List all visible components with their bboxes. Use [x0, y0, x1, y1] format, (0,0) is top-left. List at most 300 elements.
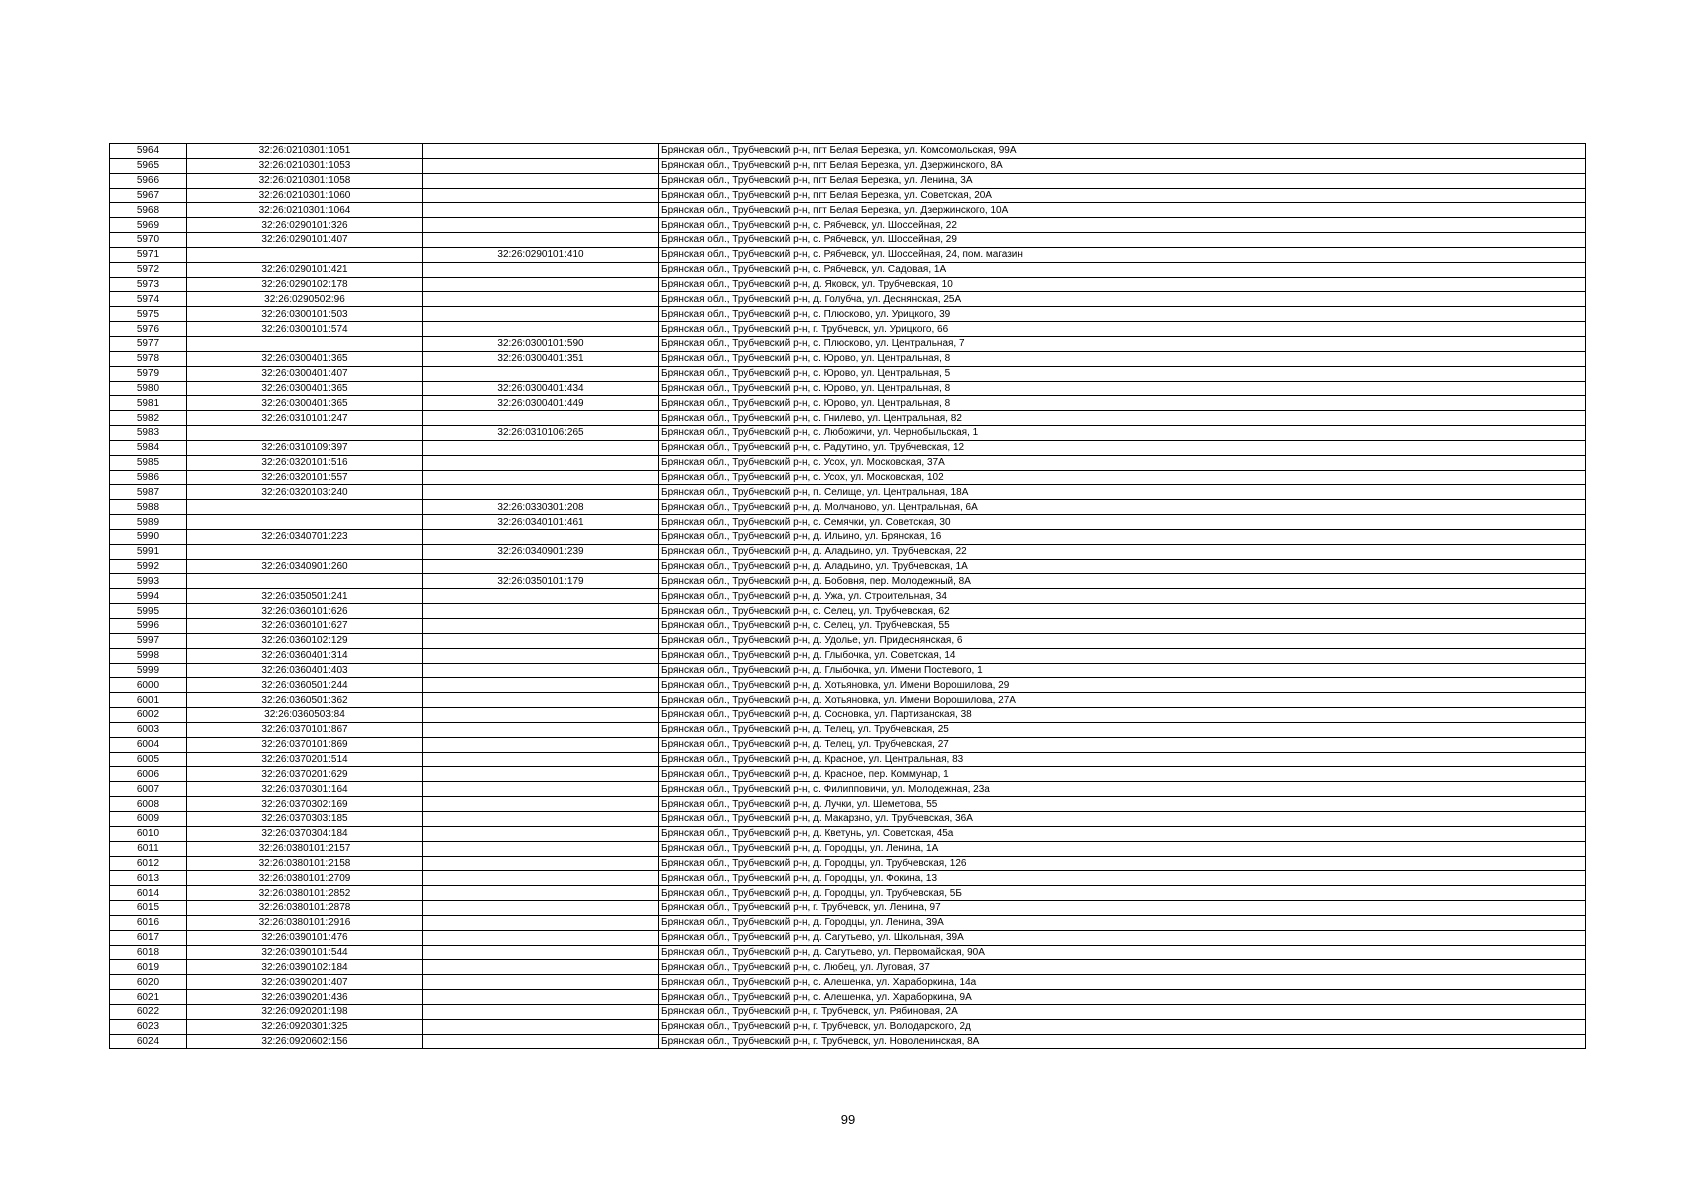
row-number-cell: 6024: [110, 1034, 187, 1049]
cadastral-number-cell: [187, 500, 423, 515]
row-number-cell: 6002: [110, 708, 187, 723]
address-cell: Брянская обл., Трубчевский р-н, д. Аладьино, ул. Трубчевская, 1А: [659, 559, 1586, 574]
related-cadastral-number-cell: [423, 292, 659, 307]
table-row: [110, 322, 1586, 337]
table-row: [110, 915, 1586, 930]
row-number-cell: 5986: [110, 470, 187, 485]
table-row: [110, 871, 1586, 886]
cadastral-number-cell: 32:26:0370101:869: [187, 737, 423, 752]
address-cell: Брянская обл., Трубчевский р-н, г. Трубчевск, ул. Володарского, 2д: [659, 1019, 1586, 1034]
related-cadastral-number-cell: [423, 722, 659, 737]
cadastral-number-cell: 32:26:0210301:1060: [187, 188, 423, 203]
row-number-cell: 5984: [110, 440, 187, 455]
row-number-cell: 5978: [110, 351, 187, 366]
row-number-cell: 5969: [110, 218, 187, 233]
table-row: [110, 678, 1586, 693]
address-cell: Брянская обл., Трубчевский р-н, д. Городцы, ул. Трубчевская, 126: [659, 856, 1586, 871]
table-row: [110, 470, 1586, 485]
cadastral-number-cell: 32:26:0360101:626: [187, 604, 423, 619]
cadastral-number-cell: 32:26:0290102:178: [187, 277, 423, 292]
table-row: [110, 841, 1586, 856]
row-number-cell: 5971: [110, 247, 187, 262]
row-number-cell: 5980: [110, 381, 187, 396]
related-cadastral-number-cell: [423, 485, 659, 500]
cadastral-number-cell: 32:26:0380101:2158: [187, 856, 423, 871]
address-cell: Брянская обл., Трубчевский р-н, д. Красное, ул. Центральная, 83: [659, 752, 1586, 767]
related-cadastral-number-cell: [423, 366, 659, 381]
row-number-cell: 5968: [110, 203, 187, 218]
related-cadastral-number-cell: [423, 960, 659, 975]
row-number-cell: 6023: [110, 1019, 187, 1034]
table-row: [110, 233, 1586, 248]
table-row: [110, 307, 1586, 322]
cadastral-number-cell: [187, 544, 423, 559]
cadastral-number-cell: 32:26:0920201:198: [187, 1004, 423, 1019]
registry-table-body: [110, 144, 1586, 1049]
table-row: [110, 797, 1586, 812]
row-number-cell: 5997: [110, 633, 187, 648]
address-cell: Брянская обл., Трубчевский р-н, д. Городцы, ул. Ленина, 1А: [659, 841, 1586, 856]
table-row: [110, 203, 1586, 218]
related-cadastral-number-cell: [423, 871, 659, 886]
row-number-cell: 5989: [110, 515, 187, 530]
table-row: [110, 426, 1586, 441]
row-number-cell: 6014: [110, 886, 187, 901]
table-row: [110, 515, 1586, 530]
related-cadastral-number-cell: [423, 411, 659, 426]
address-cell: Брянская обл., Трубчевский р-н, пгт Белая Березка, ул. Ленина, 3А: [659, 173, 1586, 188]
cadastral-number-cell: 32:26:0370301:164: [187, 782, 423, 797]
row-number-cell: 6012: [110, 856, 187, 871]
table-row: [110, 351, 1586, 366]
cadastral-number-cell: 32:26:0370304:184: [187, 826, 423, 841]
related-cadastral-number-cell: 32:26:0340901:239: [423, 544, 659, 559]
related-cadastral-number-cell: [423, 663, 659, 678]
table-row: [110, 366, 1586, 381]
row-number-cell: 6011: [110, 841, 187, 856]
related-cadastral-number-cell: [423, 604, 659, 619]
address-cell: Брянская обл., Трубчевский р-н, д. Глыбочка, ул. Имени Постевого, 1: [659, 663, 1586, 678]
row-number-cell: 5973: [110, 277, 187, 292]
address-cell: Брянская обл., Трубчевский р-н, с. Селец, ул. Трубчевская, 62: [659, 604, 1586, 619]
cadastral-number-cell: 32:26:0340901:260: [187, 559, 423, 574]
row-number-cell: 5995: [110, 604, 187, 619]
related-cadastral-number-cell: 32:26:0300401:351: [423, 351, 659, 366]
related-cadastral-number-cell: [423, 277, 659, 292]
cadastral-number-cell: 32:26:0370302:169: [187, 797, 423, 812]
cadastral-number-cell: 32:26:0300401:407: [187, 366, 423, 381]
row-number-cell: 6018: [110, 945, 187, 960]
cadastral-number-cell: 32:26:0380101:2852: [187, 886, 423, 901]
table-row: [110, 544, 1586, 559]
cadastral-number-cell: [187, 574, 423, 589]
cadastral-number-cell: 32:26:0300101:503: [187, 307, 423, 322]
table-row: [110, 722, 1586, 737]
row-number-cell: 5991: [110, 544, 187, 559]
cadastral-number-cell: 32:26:0300401:365: [187, 396, 423, 411]
cadastral-number-cell: 32:26:0360501:362: [187, 693, 423, 708]
row-number-cell: 6013: [110, 871, 187, 886]
cadastral-number-cell: 32:26:0320101:557: [187, 470, 423, 485]
address-cell: Брянская обл., Трубчевский р-н, с. Юрово, ул. Центральная, 5: [659, 366, 1586, 381]
table-row: [110, 529, 1586, 544]
cadastral-number-cell: 32:26:0290101:326: [187, 218, 423, 233]
row-number-cell: 6010: [110, 826, 187, 841]
row-number-cell: 6016: [110, 915, 187, 930]
row-number-cell: 5974: [110, 292, 187, 307]
address-cell: Брянская обл., Трубчевский р-н, д. Макарзно, ул. Трубчевская, 36А: [659, 811, 1586, 826]
address-cell: Брянская обл., Трубчевский р-н, д. Сосновка, ул. Партизанская, 38: [659, 708, 1586, 723]
address-cell: Брянская обл., Трубчевский р-н, д. Молчаново, ул. Центральная, 6А: [659, 500, 1586, 515]
row-number-cell: 5993: [110, 574, 187, 589]
related-cadastral-number-cell: 32:26:0300101:590: [423, 336, 659, 351]
related-cadastral-number-cell: 32:26:0300401:449: [423, 396, 659, 411]
cadastral-number-cell: 32:26:0380101:2157: [187, 841, 423, 856]
table-row: [110, 292, 1586, 307]
cadastral-number-cell: 32:26:0310101:247: [187, 411, 423, 426]
table-row: [110, 559, 1586, 574]
row-number-cell: 5964: [110, 144, 187, 159]
row-number-cell: 6003: [110, 722, 187, 737]
address-cell: Брянская обл., Трубчевский р-н, г. Трубчевск, ул. Рябиновая, 2А: [659, 1004, 1586, 1019]
related-cadastral-number-cell: 32:26:0340101:461: [423, 515, 659, 530]
related-cadastral-number-cell: [423, 144, 659, 159]
address-cell: Брянская обл., Трубчевский р-н, с. Усох, ул. Московская, 37А: [659, 455, 1586, 470]
related-cadastral-number-cell: 32:26:0300401:434: [423, 381, 659, 396]
row-number-cell: 5994: [110, 589, 187, 604]
row-number-cell: 5970: [110, 233, 187, 248]
related-cadastral-number-cell: [423, 455, 659, 470]
registry-table: [109, 143, 1586, 1049]
address-cell: Брянская обл., Трубчевский р-н, с. Юрово, ул. Центральная, 8: [659, 396, 1586, 411]
cadastral-number-cell: 32:26:0320101:516: [187, 455, 423, 470]
row-number-cell: 5967: [110, 188, 187, 203]
row-number-cell: 5992: [110, 559, 187, 574]
address-cell: Брянская обл., Трубчевский р-н, д. Голубча, ул. Деснянская, 25А: [659, 292, 1586, 307]
cadastral-number-cell: [187, 336, 423, 351]
address-cell: Брянская обл., Трубчевский р-н, д. Ужа, ул. Строительная, 34: [659, 589, 1586, 604]
related-cadastral-number-cell: 32:26:0330301:208: [423, 500, 659, 515]
table-row: [110, 648, 1586, 663]
row-number-cell: 5982: [110, 411, 187, 426]
cadastral-number-cell: 32:26:0360401:314: [187, 648, 423, 663]
cadastral-number-cell: 32:26:0920602:156: [187, 1034, 423, 1049]
cadastral-number-cell: 32:26:0210301:1053: [187, 158, 423, 173]
related-cadastral-number-cell: [423, 826, 659, 841]
address-cell: Брянская обл., Трубчевский р-н, пгт Белая Березка, ул. Дзержинского, 8А: [659, 158, 1586, 173]
related-cadastral-number-cell: [423, 767, 659, 782]
table-row: [110, 633, 1586, 648]
table-row: [110, 604, 1586, 619]
address-cell: Брянская обл., Трубчевский р-н, с. Радутино, ул. Трубчевская, 12: [659, 440, 1586, 455]
table-row: [110, 767, 1586, 782]
cadastral-number-cell: [187, 515, 423, 530]
cadastral-number-cell: 32:26:0290101:407: [187, 233, 423, 248]
related-cadastral-number-cell: 32:26:0310106:265: [423, 426, 659, 441]
related-cadastral-number-cell: [423, 262, 659, 277]
related-cadastral-number-cell: [423, 930, 659, 945]
table-row: [110, 960, 1586, 975]
row-number-cell: 6005: [110, 752, 187, 767]
row-number-cell: 6001: [110, 693, 187, 708]
cadastral-number-cell: 32:26:0300101:574: [187, 322, 423, 337]
address-cell: Брянская обл., Трубчевский р-н, г. Трубчевск, ул. Ленина, 97: [659, 901, 1586, 916]
address-cell: Брянская обл., Трубчевский р-н, д. Сагутьево, ул. Школьная, 39А: [659, 930, 1586, 945]
related-cadastral-number-cell: [423, 990, 659, 1005]
table-row: [110, 173, 1586, 188]
address-cell: Брянская обл., Трубчевский р-н, д. Ильино, ул. Брянская, 16: [659, 529, 1586, 544]
address-cell: Брянская обл., Трубчевский р-н, с. Рябчевск, ул. Шоссейная, 22: [659, 218, 1586, 233]
address-cell: Брянская обл., Трубчевский р-н, с. Рябчевск, ул. Шоссейная, 29: [659, 233, 1586, 248]
related-cadastral-number-cell: 32:26:0290101:410: [423, 247, 659, 262]
related-cadastral-number-cell: [423, 529, 659, 544]
cadastral-number-cell: 32:26:0360503:84: [187, 708, 423, 723]
table-row: [110, 381, 1586, 396]
related-cadastral-number-cell: [423, 322, 659, 337]
table-row: [110, 990, 1586, 1005]
row-number-cell: 5987: [110, 485, 187, 500]
cadastral-number-cell: 32:26:0290502:96: [187, 292, 423, 307]
address-cell: Брянская обл., Трубчевский р-н, пгт Белая Березка, ул. Комсомольская, 99А: [659, 144, 1586, 159]
cadastral-number-cell: 32:26:0360401:403: [187, 663, 423, 678]
address-cell: Брянская обл., Трубчевский р-н, пгт Белая Березка, ул. Дзержинского, 10А: [659, 203, 1586, 218]
related-cadastral-number-cell: 32:26:0350101:179: [423, 574, 659, 589]
related-cadastral-number-cell: [423, 188, 659, 203]
related-cadastral-number-cell: [423, 1004, 659, 1019]
cadastral-number-cell: 32:26:0290101:421: [187, 262, 423, 277]
related-cadastral-number-cell: [423, 470, 659, 485]
related-cadastral-number-cell: [423, 901, 659, 916]
table-row: [110, 500, 1586, 515]
related-cadastral-number-cell: [423, 811, 659, 826]
address-cell: Брянская обл., Трубчевский р-н, д. Городцы, ул. Трубчевская, 5Б: [659, 886, 1586, 901]
table-row: [110, 455, 1586, 470]
row-number-cell: 5985: [110, 455, 187, 470]
table-row: [110, 396, 1586, 411]
row-number-cell: 5966: [110, 173, 187, 188]
cadastral-number-cell: 32:26:0380101:2709: [187, 871, 423, 886]
address-cell: Брянская обл., Трубчевский р-н, д. Городцы, ул. Фокина, 13: [659, 871, 1586, 886]
row-number-cell: 6004: [110, 737, 187, 752]
cadastral-number-cell: 32:26:0350501:241: [187, 589, 423, 604]
related-cadastral-number-cell: [423, 975, 659, 990]
table-row: [110, 158, 1586, 173]
address-cell: Брянская обл., Трубчевский р-н, с. Рябчевск, ул. Шоссейная, 24, пом. магазин: [659, 247, 1586, 262]
table-row: [110, 485, 1586, 500]
cadastral-number-cell: 32:26:0920301:325: [187, 1019, 423, 1034]
address-cell: Брянская обл., Трубчевский р-н, д. Сагутьево, ул. Первомайская, 90А: [659, 945, 1586, 960]
table-row: [110, 218, 1586, 233]
cadastral-number-cell: 32:26:0310109:397: [187, 440, 423, 455]
table-row: [110, 856, 1586, 871]
address-cell: Брянская обл., Трубчевский р-н, с. Алешенка, ул. Хараборкина, 9А: [659, 990, 1586, 1005]
row-number-cell: 5972: [110, 262, 187, 277]
cadastral-number-cell: 32:26:0390201:436: [187, 990, 423, 1005]
row-number-cell: 6009: [110, 811, 187, 826]
address-cell: Брянская обл., Трубчевский р-н, д. Бобовня, пер. Молодежный, 8А: [659, 574, 1586, 589]
address-cell: Брянская обл., Трубчевский р-н, г. Трубчевск, ул. Урицкого, 66: [659, 322, 1586, 337]
address-cell: Брянская обл., Трубчевский р-н, д. Кветунь, ул. Советская, 45а: [659, 826, 1586, 841]
cadastral-number-cell: 32:26:0370201:629: [187, 767, 423, 782]
related-cadastral-number-cell: [423, 307, 659, 322]
cadastral-number-cell: 32:26:0370201:514: [187, 752, 423, 767]
address-cell: Брянская обл., Трубчевский р-н, с. Семячки, ул. Советская, 30: [659, 515, 1586, 530]
table-row: [110, 589, 1586, 604]
address-cell: Брянская обл., Трубчевский р-н, д. Аладьино, ул. Трубчевская, 22: [659, 544, 1586, 559]
row-number-cell: 5983: [110, 426, 187, 441]
related-cadastral-number-cell: [423, 886, 659, 901]
row-number-cell: 5979: [110, 366, 187, 381]
table-row: [110, 336, 1586, 351]
table-row: [110, 440, 1586, 455]
cadastral-number-cell: 32:26:0210301:1051: [187, 144, 423, 159]
cadastral-number-cell: 32:26:0390101:476: [187, 930, 423, 945]
related-cadastral-number-cell: [423, 782, 659, 797]
related-cadastral-number-cell: [423, 619, 659, 634]
cadastral-number-cell: 32:26:0210301:1058: [187, 173, 423, 188]
address-cell: Брянская обл., Трубчевский р-н, п. Селище, ул. Центральная, 18А: [659, 485, 1586, 500]
row-number-cell: 5996: [110, 619, 187, 634]
address-cell: Брянская обл., Трубчевский р-н, д. Телец, ул. Трубчевская, 27: [659, 737, 1586, 752]
address-cell: Брянская обл., Трубчевский р-н, с. Филипповичи, ул. Молодежная, 23а: [659, 782, 1586, 797]
address-cell: Брянская обл., Трубчевский р-н, с. Любец, ул. Луговая, 37: [659, 960, 1586, 975]
related-cadastral-number-cell: [423, 559, 659, 574]
related-cadastral-number-cell: [423, 945, 659, 960]
address-cell: Брянская обл., Трубчевский р-н, д. Городцы, ул. Ленина, 39А: [659, 915, 1586, 930]
address-cell: Брянская обл., Трубчевский р-н, д. Яковск, ул. Трубчевская, 10: [659, 277, 1586, 292]
row-number-cell: 6021: [110, 990, 187, 1005]
address-cell: Брянская обл., Трубчевский р-н, д. Хотьяновка, ул. Имени Ворошилова, 27А: [659, 693, 1586, 708]
table-row: [110, 708, 1586, 723]
table-row: [110, 930, 1586, 945]
address-cell: Брянская обл., Трубчевский р-н, д. Хотьяновка, ул. Имени Ворошилова, 29: [659, 678, 1586, 693]
related-cadastral-number-cell: [423, 693, 659, 708]
related-cadastral-number-cell: [423, 218, 659, 233]
table-row: [110, 411, 1586, 426]
cadastral-number-cell: 32:26:0300401:365: [187, 381, 423, 396]
address-cell: Брянская обл., Трубчевский р-н, д. Телец, ул. Трубчевская, 25: [659, 722, 1586, 737]
related-cadastral-number-cell: [423, 797, 659, 812]
row-number-cell: 5977: [110, 336, 187, 351]
row-number-cell: 6000: [110, 678, 187, 693]
address-cell: Брянская обл., Трубчевский р-н, с. Алешенка, ул. Хараборкина, 14а: [659, 975, 1586, 990]
related-cadastral-number-cell: [423, 173, 659, 188]
table-row: [110, 247, 1586, 262]
row-number-cell: 5976: [110, 322, 187, 337]
row-number-cell: 6019: [110, 960, 187, 975]
cadastral-number-cell: 32:26:0370303:185: [187, 811, 423, 826]
table-row: [110, 619, 1586, 634]
table-row: [110, 262, 1586, 277]
address-cell: Брянская обл., Трубчевский р-н, д. Удолье, ул. Придеснянская, 6: [659, 633, 1586, 648]
table-row: [110, 1034, 1586, 1049]
related-cadastral-number-cell: [423, 737, 659, 752]
related-cadastral-number-cell: [423, 1034, 659, 1049]
row-number-cell: 6006: [110, 767, 187, 782]
table-row: [110, 975, 1586, 990]
cadastral-number-cell: 32:26:0320103:240: [187, 485, 423, 500]
related-cadastral-number-cell: [423, 440, 659, 455]
cadastral-number-cell: 32:26:0390201:407: [187, 975, 423, 990]
cadastral-number-cell: 32:26:0370101:867: [187, 722, 423, 737]
cadastral-number-cell: 32:26:0300401:365: [187, 351, 423, 366]
row-number-cell: 6008: [110, 797, 187, 812]
page-number: 99: [840, 1112, 856, 1127]
row-number-cell: 6022: [110, 1004, 187, 1019]
address-cell: Брянская обл., Трубчевский р-н, д. Красное, пер. Коммунар, 1: [659, 767, 1586, 782]
table-row: [110, 752, 1586, 767]
row-number-cell: 5965: [110, 158, 187, 173]
cadastral-number-cell: 32:26:0360102:129: [187, 633, 423, 648]
table-row: [110, 1019, 1586, 1034]
table-row: [110, 901, 1586, 916]
related-cadastral-number-cell: [423, 1019, 659, 1034]
table-row: [110, 188, 1586, 203]
row-number-cell: 5975: [110, 307, 187, 322]
address-cell: Брянская обл., Трубчевский р-н, г. Трубчевск, ул. Новоленинская, 8А: [659, 1034, 1586, 1049]
related-cadastral-number-cell: [423, 856, 659, 871]
table-row: [110, 663, 1586, 678]
table-row: [110, 277, 1586, 292]
address-cell: Брянская обл., Трубчевский р-н, с. Рябчевск, ул. Садовая, 1А: [659, 262, 1586, 277]
related-cadastral-number-cell: [423, 233, 659, 248]
table-row: [110, 574, 1586, 589]
address-cell: Брянская обл., Трубчевский р-н, д. Глыбочка, ул. Советская, 14: [659, 648, 1586, 663]
cadastral-number-cell: 32:26:0210301:1064: [187, 203, 423, 218]
row-number-cell: 6020: [110, 975, 187, 990]
row-number-cell: 5999: [110, 663, 187, 678]
address-cell: Брянская обл., Трубчевский р-н, с. Плюсково, ул. Центральная, 7: [659, 336, 1586, 351]
row-number-cell: 5990: [110, 529, 187, 544]
cadastral-number-cell: 32:26:0360501:244: [187, 678, 423, 693]
address-cell: Брянская обл., Трубчевский р-н, с. Юрово, ул. Центральная, 8: [659, 351, 1586, 366]
related-cadastral-number-cell: [423, 752, 659, 767]
row-number-cell: 6015: [110, 901, 187, 916]
row-number-cell: 6017: [110, 930, 187, 945]
related-cadastral-number-cell: [423, 203, 659, 218]
table-row: [110, 945, 1586, 960]
row-number-cell: 6007: [110, 782, 187, 797]
related-cadastral-number-cell: [423, 678, 659, 693]
related-cadastral-number-cell: [423, 633, 659, 648]
address-cell: Брянская обл., Трубчевский р-н, с. Плюсково, ул. Урицкого, 39: [659, 307, 1586, 322]
cadastral-number-cell: 32:26:0340701:223: [187, 529, 423, 544]
address-cell: Брянская обл., Трубчевский р-н, д. Лучки, ул. Шеметова, 55: [659, 797, 1586, 812]
address-cell: Брянская обл., Трубчевский р-н, с. Селец, ул. Трубчевская, 55: [659, 619, 1586, 634]
related-cadastral-number-cell: [423, 158, 659, 173]
row-number-cell: 5988: [110, 500, 187, 515]
table-row: [110, 693, 1586, 708]
row-number-cell: 5981: [110, 396, 187, 411]
related-cadastral-number-cell: [423, 915, 659, 930]
related-cadastral-number-cell: [423, 648, 659, 663]
cadastral-number-cell: 32:26:0380101:2916: [187, 915, 423, 930]
cadastral-number-cell: 32:26:0360101:627: [187, 619, 423, 634]
table-row: [110, 886, 1586, 901]
cadastral-number-cell: 32:26:0380101:2878: [187, 901, 423, 916]
table-row: [110, 144, 1586, 159]
table-row: [110, 782, 1586, 797]
row-number-cell: 5998: [110, 648, 187, 663]
cadastral-number-cell: [187, 247, 423, 262]
address-cell: Брянская обл., Трубчевский р-н, с. Усох, ул. Московская, 102: [659, 470, 1586, 485]
cadastral-number-cell: 32:26:0390102:184: [187, 960, 423, 975]
address-cell: Брянская обл., Трубчевский р-н, пгт Белая Березка, ул. Советская, 20А: [659, 188, 1586, 203]
table-row: [110, 811, 1586, 826]
address-cell: Брянская обл., Трубчевский р-н, с. Любожичи, ул. Чернобыльская, 1: [659, 426, 1586, 441]
table-row: [110, 826, 1586, 841]
table-row: [110, 1004, 1586, 1019]
